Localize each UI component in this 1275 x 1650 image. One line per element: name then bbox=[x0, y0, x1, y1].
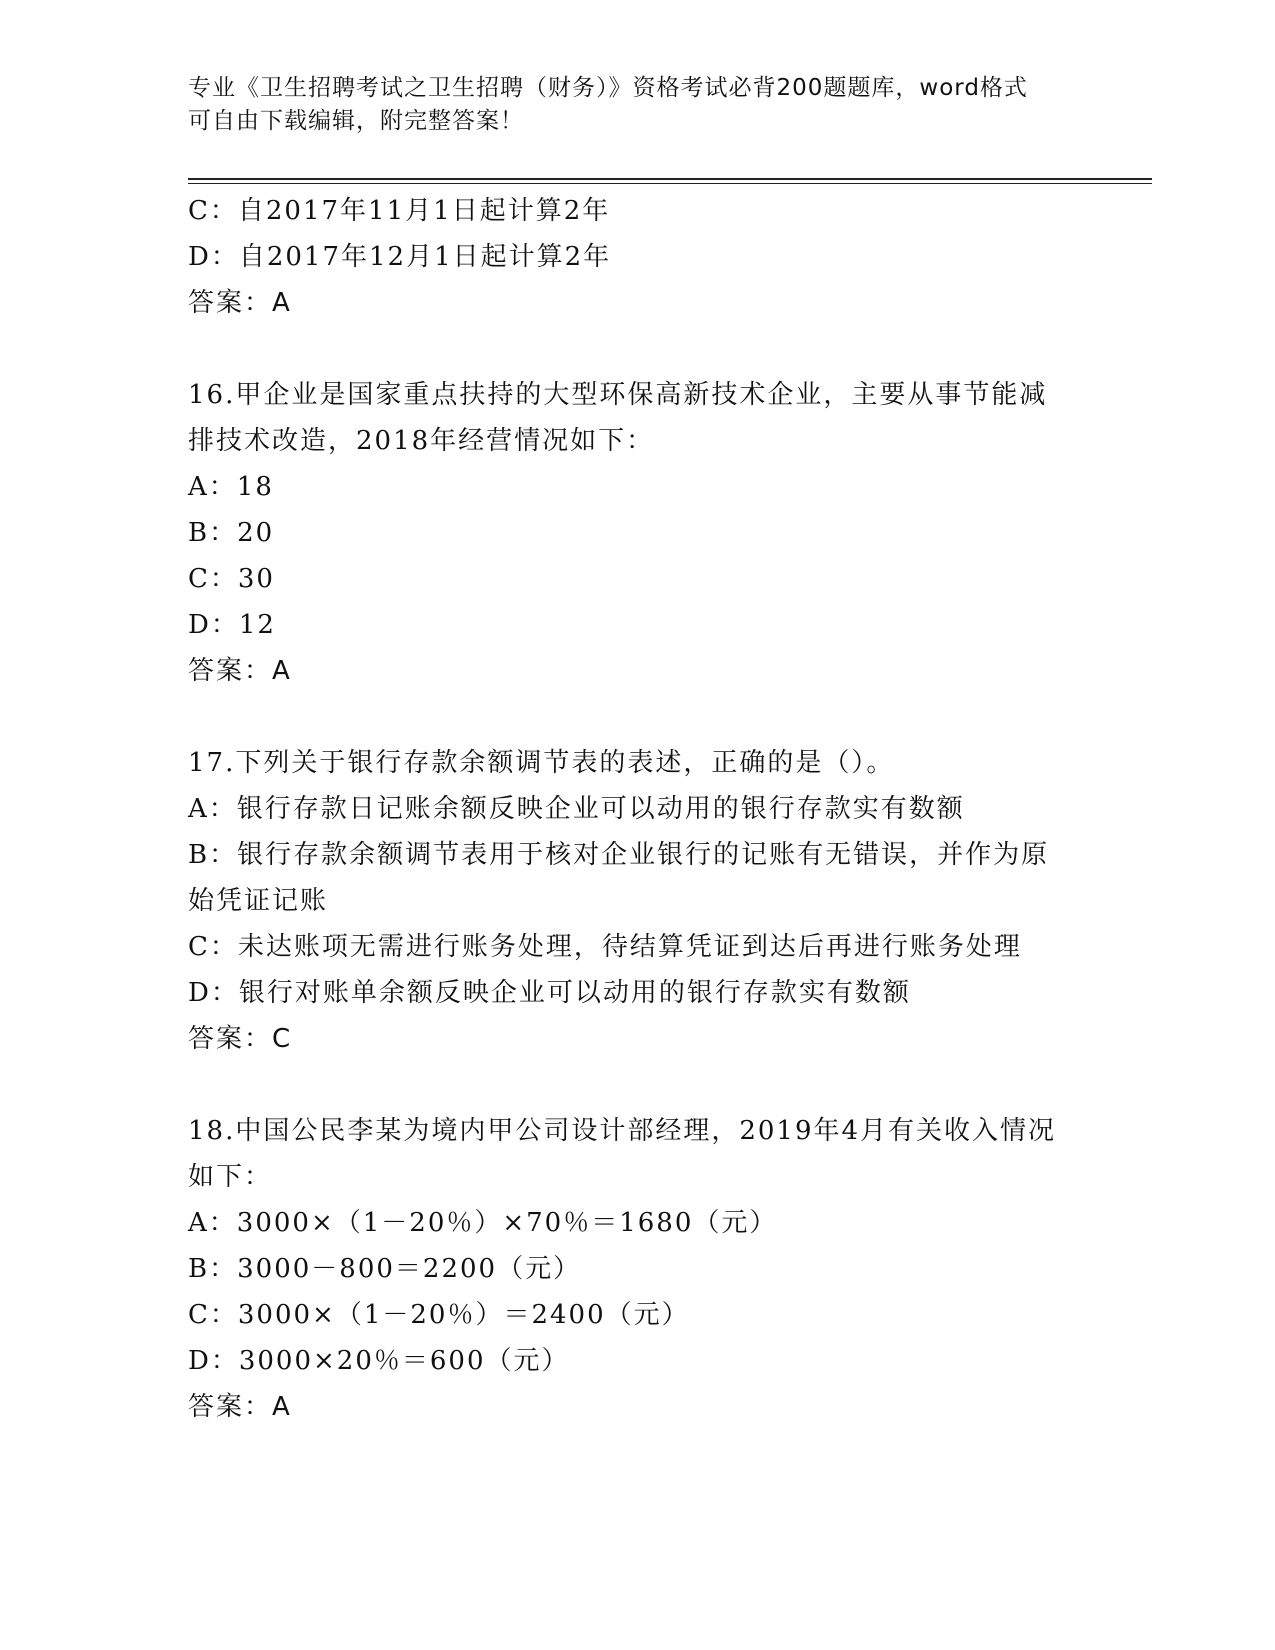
answer-line: 答案：A bbox=[188, 656, 292, 686]
answer-line: 答案：C bbox=[188, 1024, 293, 1054]
document-header bbox=[188, 72, 1088, 138]
option-a: A：3000×（1－20％）×70％＝1680（元） bbox=[188, 1208, 778, 1238]
option-b: B：银行存款余额调节表用于核对企业银行的记账有无错误，并作为原 bbox=[188, 840, 1050, 870]
header-title-line-1: 专业《卫生招聘考试之卫生招聘（财务）》资格考试必背200题题库，word格式 bbox=[188, 75, 1028, 101]
question-16 bbox=[188, 372, 1088, 694]
answer-line: 答案：A bbox=[188, 1392, 292, 1422]
option-d: D：12 bbox=[188, 610, 276, 640]
option-c: C：3000×（1－20％）＝2400（元） bbox=[188, 1300, 690, 1330]
spacer bbox=[188, 1062, 1088, 1108]
previous-question-tail bbox=[188, 188, 1088, 326]
header-divider bbox=[188, 178, 1152, 184]
question-stem: 17.下列关于银行存款余额调节表的表述，正确的是（）。 bbox=[188, 748, 895, 778]
option-b-continued: 始凭证记账 bbox=[188, 886, 329, 916]
question-stem: 排技术改造，2018年经营情况如下： bbox=[188, 426, 655, 456]
question-17 bbox=[188, 740, 1088, 1062]
option-a: A：银行存款日记账余额反映企业可以动用的银行存款实有数额 bbox=[188, 794, 965, 824]
header-title-line-2: 可自由下载编辑，附完整答案！ bbox=[188, 108, 524, 134]
option-c: C：30 bbox=[188, 564, 275, 594]
option-d: D：自2017年12月1日起计算2年 bbox=[188, 242, 612, 272]
spacer bbox=[188, 694, 1088, 740]
question-18 bbox=[188, 1108, 1088, 1430]
question-stem: 18.中国公民李某为境内甲公司设计部经理，2019年4月有关收入情况 bbox=[188, 1116, 1057, 1146]
option-d: D：3000×20％＝600（元） bbox=[188, 1346, 570, 1376]
answer-line: 答案：A bbox=[188, 288, 292, 318]
option-c: C：自2017年11月1日起计算2年 bbox=[188, 196, 611, 226]
spacer bbox=[188, 326, 1088, 372]
option-d: D：银行对账单余额反映企业可以动用的银行存款实有数额 bbox=[188, 978, 911, 1008]
option-c: C：未达账项无需进行账务处理，待结算凭证到达后再进行账务处理 bbox=[188, 932, 1022, 962]
option-b: B：20 bbox=[188, 518, 275, 548]
document-body bbox=[188, 188, 1088, 1430]
option-a: A：18 bbox=[188, 472, 274, 502]
option-b: B：3000－800＝2200（元） bbox=[188, 1254, 582, 1284]
question-stem: 16.甲企业是国家重点扶持的大型环保高新技术企业，主要从事节能减 bbox=[188, 380, 1048, 410]
question-stem: 如下： bbox=[188, 1162, 273, 1192]
